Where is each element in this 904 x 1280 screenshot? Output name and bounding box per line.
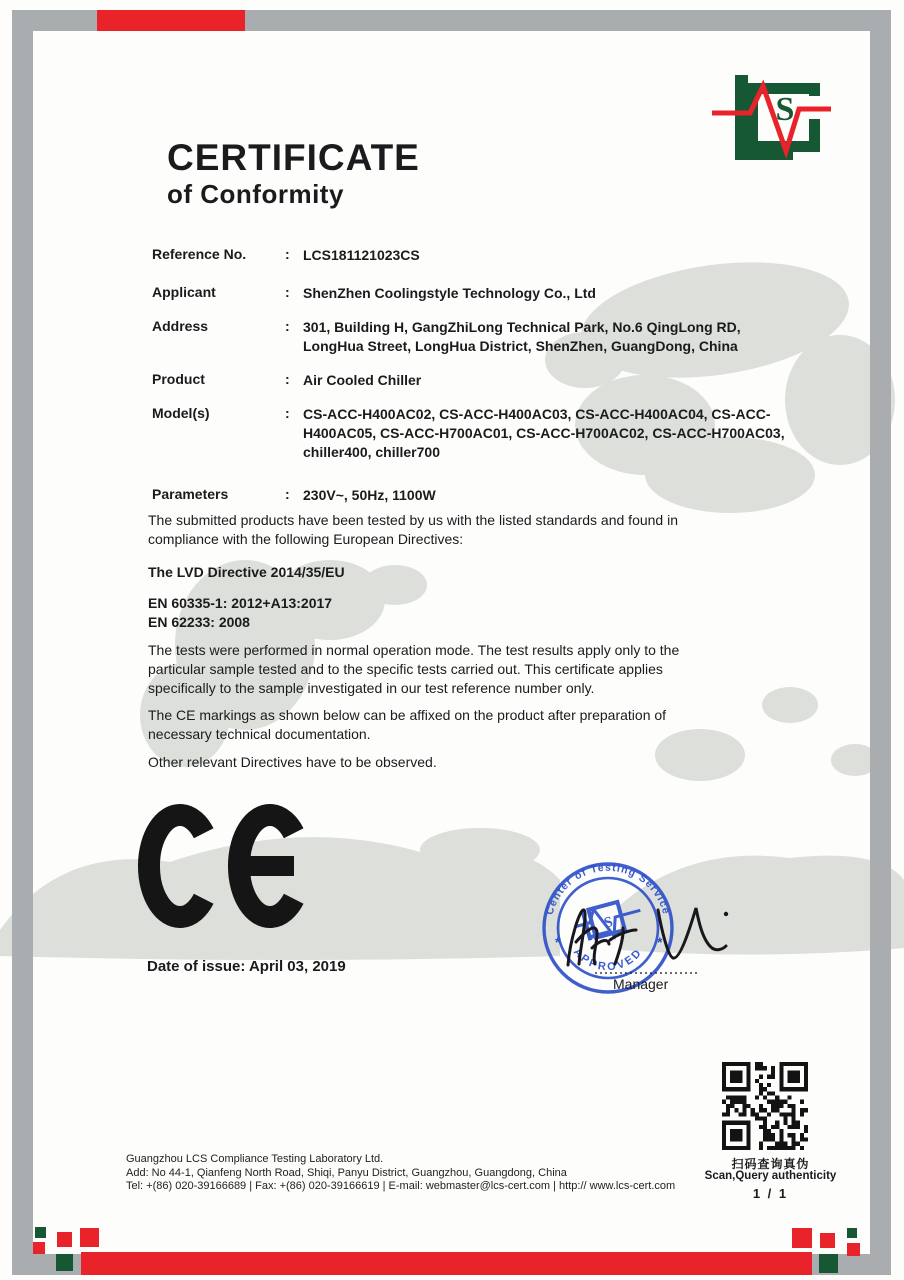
lcs-logo [700,65,845,170]
footer-contact: Tel: +(86) 020-39166689 | Fax: +(86) 020-39166619 | E-mail: webmaster@lcs-cert.com | http:// www.lcs-cert.com [126,1180,676,1192]
field-label: Reference No. [152,246,247,262]
corner-square [847,1228,857,1238]
field-label: Address [152,318,209,334]
qr-caption-en: Scan,Query authenticity [704,1170,837,1182]
title-block [167,138,420,210]
frame-left [12,10,33,1275]
field-label: Parameters [152,486,229,502]
corner-square [56,1254,73,1271]
corner-square [847,1243,860,1256]
field-label: Applicant [152,284,216,300]
footer-address: Add: No 44-1, Qianfeng North Road, Shiqi, Panyu District, Guangzhou, Guangdong, China [126,1166,567,1179]
qr-caption-zh: 扫码查询真伪 [731,1157,810,1171]
field-separator: : [285,486,290,502]
corner-square [820,1233,835,1248]
corner-square [35,1227,46,1238]
stamp-asterisk-right: * [657,934,663,950]
signature [540,880,740,990]
logo-letter: S [775,91,795,128]
corner-square [57,1232,72,1247]
page-indicator: 1 / 1 [752,1186,789,1201]
field-value: Air Cooled Chiller [303,372,422,388]
top-red-bar [97,10,245,31]
field-label: Model(s) [152,405,210,421]
corner-square [819,1254,838,1273]
corner-square [80,1228,99,1247]
other-directives-paragraph: Other relevant Directives have to be observed. [148,754,437,770]
field-separator: : [285,246,290,262]
frame-right [870,10,891,1275]
page-title: CERTIFICATE [167,137,420,178]
standards-list [148,594,730,632]
footer-company: Guangzhou LCS Compliance Testing Laboratory Ltd. [126,1153,384,1165]
stamp-arc-top-text: Center of Testing Service [543,861,673,917]
corner-square [792,1228,812,1248]
field-value: 301, Building H, GangZhiLong Technical Park, No.6 QingLong RD, LongHua Street, LongHua District, ShenZhen, GuangDong, China [303,319,741,354]
qr-code [722,1062,808,1150]
tests-paragraph: The tests were performed in normal operation mode. The test results apply only to the particular sample tested and to the specific tests carried out. This certificate applies specifically to the sample investigated in our test reference number only. [148,642,680,696]
footer [126,1153,675,1194]
field-value: CS-ACC-H400AC02, CS-ACC-H400AC03, CS-ACC-H400AC04, CS-ACC-H400AC05, CS-ACC-H700AC01, CS-ACC-H700AC02, CS-ACC-H700AC03, chiller400, chiller700 [303,406,785,460]
page-subtitle: of Conformity [167,179,344,209]
standard-line: EN 62233: 2008 [148,614,250,630]
intro-paragraph: The submitted products have been tested by us with the listed standards and found in compliance with the following European Directives: [148,512,678,547]
field-value: LCS181121023CS [303,247,420,263]
stamp-arc-bottom-text: APPROVED [570,946,646,974]
field-separator: : [285,371,290,387]
date-of-issue: Date of issue: April 03, 2019 [147,958,346,975]
field-label: Product [152,371,205,387]
field-separator: : [285,405,290,421]
bottom-red-bar [81,1252,812,1275]
field-value: ShenZhen Coolingstyle Technology Co., Ltd [303,285,596,301]
corner-square [33,1242,45,1254]
stamp-asterisk-left: * [555,934,561,950]
signer-title: Manager [613,976,669,992]
directive-line: The LVD Directive 2014/35/EU [148,564,345,580]
field-value: 230V~, 50Hz, 1100W [303,487,436,503]
ce-mark [138,806,308,924]
field-separator: : [285,284,290,300]
ce-letter-c [149,815,204,917]
stamp-logo-letter: S [602,914,615,932]
standard-line: EN 60335-1: 2012+A13:2017 [148,595,333,611]
ce-paragraph: The CE markings as shown below can be affixed on the product after preparation of necessary technical documentation. [148,707,667,742]
field-separator: : [285,318,290,334]
